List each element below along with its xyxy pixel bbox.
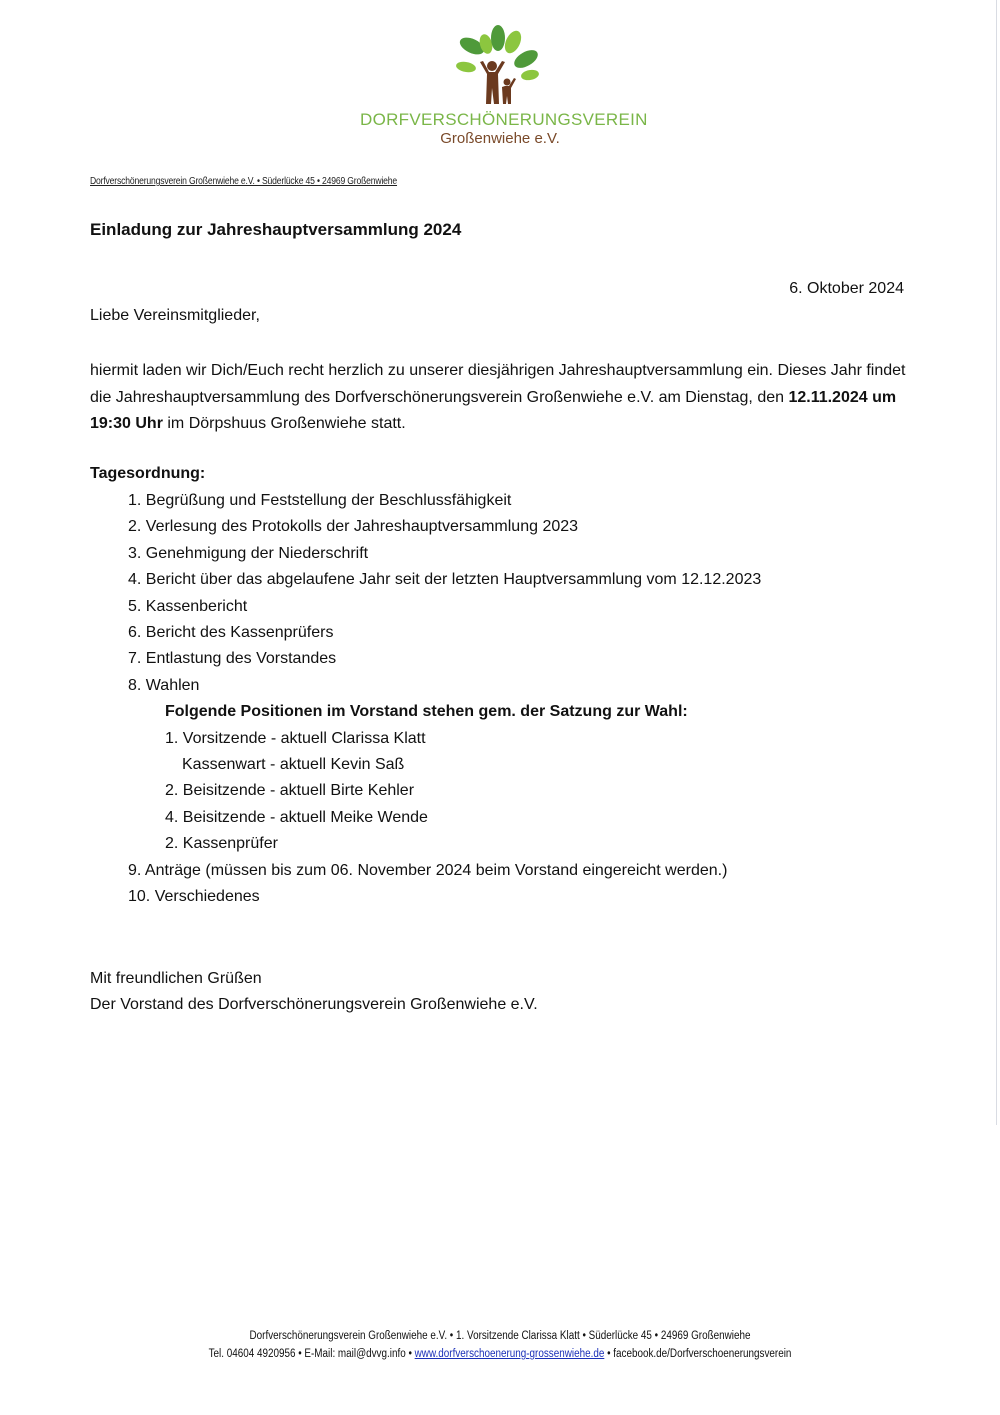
elections-heading: Folgende Positionen im Vorstand stehen gem. der Satzung zur Wahl: bbox=[165, 703, 688, 721]
logo-title: DORFVERSCHÖNERUNGSVEREIN bbox=[360, 110, 648, 129]
agenda-item: 5. Kassenbericht bbox=[128, 597, 248, 615]
tree-family-icon bbox=[450, 24, 550, 109]
logo-subtitle: Großenwiehe e.V. bbox=[440, 130, 560, 147]
election-position: 4. Beisitzende - aktuell Meike Wende bbox=[165, 808, 428, 826]
closing-block bbox=[90, 966, 538, 1018]
footer-line-1: Dorfverschönerungsverein Großenwiehe e.V. • 1. Vorsitzende Clarissa Klatt • Süderlücke 45 • 24969 Großenwiehe bbox=[249, 1330, 751, 1342]
election-position: 2. Beisitzende - aktuell Birte Kehler bbox=[165, 782, 415, 800]
footer-line-2 bbox=[70, 1345, 930, 1363]
sender-address-line: Dorfverschönerungsverein Großenwiehe e.V. • Süderlücke 45 • 24969 Großenwiehe bbox=[90, 176, 398, 187]
body-text-part2: im Dörpshuus Großenwiehe statt. bbox=[162, 415, 406, 432]
closing-signature: Der Vorstand des Dorfverschönerungsverein Großenwiehe e.V. bbox=[90, 996, 538, 1013]
invitation-paragraph bbox=[90, 358, 910, 438]
agenda-item: 9. Anträge (müssen bis zum 06. November 2024 beim Vorstand eingereicht werden.) bbox=[128, 861, 728, 879]
footer bbox=[0, 1327, 1000, 1363]
meeting-datetime: 12.11.2024 um 19:30 Uhr bbox=[90, 388, 897, 432]
document-title: Einladung zur Jahreshauptversammlung 2024 bbox=[90, 220, 462, 239]
agenda-item: 7. Entlastung des Vorstandes bbox=[128, 650, 337, 668]
website-link[interactable]: www.dorfverschoenerung-grossenwiehe.de bbox=[414, 1348, 605, 1360]
agenda-item: 1. Begrüßung und Feststellung der Beschlussfähigkeit bbox=[128, 492, 512, 509]
body-text-part1: hiermit laden wir Dich/Euch recht herzlich zu unserer diesjährigen Jahreshauptversammlung ein. Dieses Jahr findet die Jahreshauptversammlung des Dorfverschönerungsverein Großenwiehe e.V. am Dienstag, den bbox=[90, 362, 906, 406]
election-position: 2. Kassenprüfer bbox=[165, 835, 278, 853]
footer-facebook: • facebook.de/Dorfverschoenerungsverein bbox=[604, 1348, 792, 1360]
page-edge-line bbox=[996, 0, 997, 1125]
letter-date: 6. Oktober 2024 bbox=[789, 280, 904, 297]
footer-contact: Tel. 04604 4920956 • E-Mail: mail@dvvg.info • bbox=[208, 1348, 415, 1360]
closing-greeting: Mit freundlichen Grüßen bbox=[90, 970, 262, 987]
agenda-item: 10. Verschiedenes bbox=[128, 888, 260, 906]
agenda-item: 3. Genehmigung der Niederschrift bbox=[128, 544, 369, 562]
election-position: 1. Vorsitzende - aktuell Clarissa Klatt bbox=[165, 729, 426, 747]
agenda-item: 2. Verlesung des Protokolls der Jahreshauptversammlung 2023 bbox=[128, 518, 579, 536]
agenda-list bbox=[128, 488, 761, 911]
salutation: Liebe Vereinsmitglieder, bbox=[90, 307, 260, 324]
agenda-item: 4. Bericht über das abgelaufene Jahr seit der letzten Hauptversammlung vom 12.12.2023 bbox=[128, 571, 762, 589]
election-position: Kassenwart - aktuell Kevin Saß bbox=[182, 756, 405, 774]
logo bbox=[360, 24, 648, 154]
agenda-item: 6. Bericht des Kassenprüfers bbox=[128, 624, 334, 642]
agenda-heading: Tagesordnung: bbox=[90, 465, 206, 482]
agenda-item: 8. Wahlen bbox=[128, 676, 200, 694]
